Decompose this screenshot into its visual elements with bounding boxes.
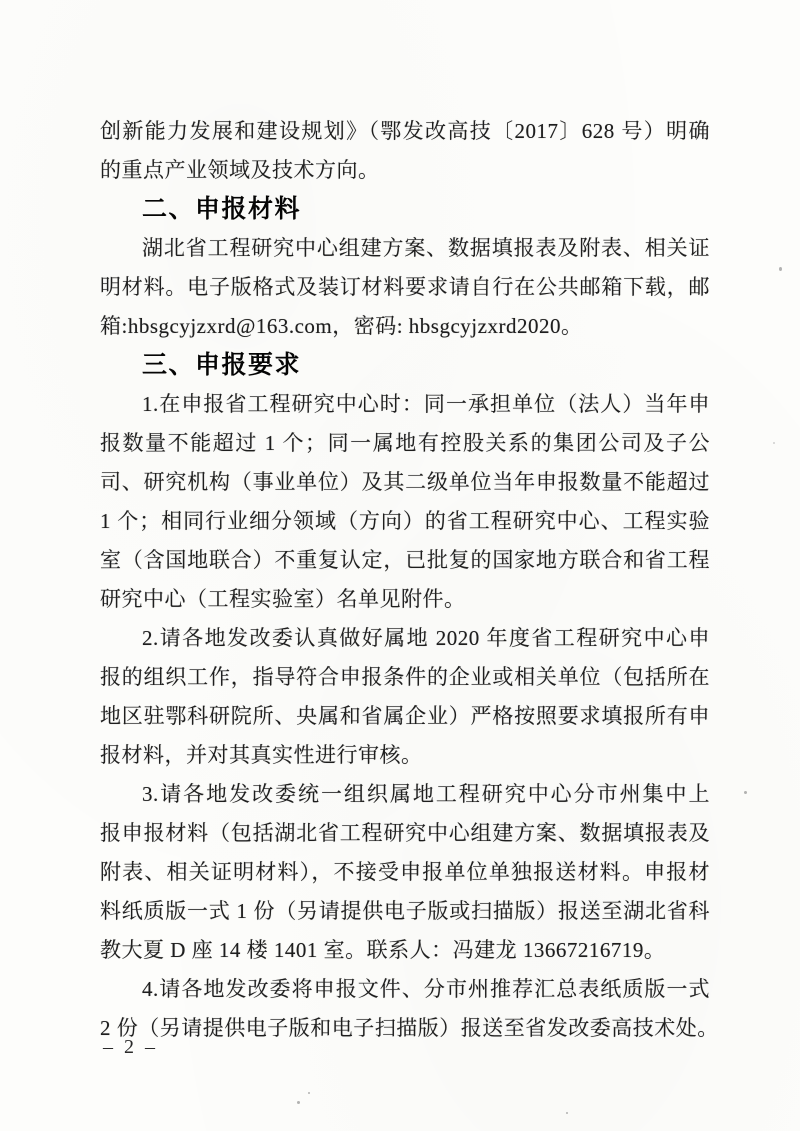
scan-speck	[308, 1092, 310, 1094]
scan-speck	[744, 791, 747, 794]
doc-line-contact: 教大夏 D 座 14 楼 1401 室。联系人：冯建龙 13667216719。	[100, 938, 666, 962]
doc-line: 报数量不能超过 1 个；同一属地有控股关系的集团公司及子公	[100, 431, 710, 455]
doc-line: 创新能力发展和建设规划》（鄂发改高技〔2017〕628 号）明确	[100, 119, 710, 143]
doc-line: 研究中心（工程实验室）名单见附件。	[100, 587, 466, 611]
doc-line: 地区驻鄂科研院所、央属和省属企业）严格按照要求填报所有申	[100, 704, 710, 728]
doc-line: 2 份（另请提供电子版和电子扫描版）报送至省发改委高技术处。	[100, 1016, 719, 1040]
scan-speck	[773, 442, 775, 444]
doc-line: 的重点产业领域及技术方向。	[100, 158, 380, 182]
doc-line: 司、研究机构（事业单位）及其二级单位当年申报数量不能超过	[100, 470, 710, 494]
doc-line: 湖北省工程研究中心组建方案、数据填报表及附表、相关证	[142, 236, 710, 260]
section-heading-requirements: 三、申报要求	[142, 351, 302, 379]
doc-line: 报的组织工作，指导符合申报条件的企业或相关单位（包括所在	[100, 665, 710, 689]
doc-line: 室（含国地联合）不重复认定，已批复的国家地方联合和省工程	[100, 548, 710, 572]
scan-speck	[566, 1112, 568, 1114]
doc-line: 附表、相关证明材料），不接受申报单位单独报送材料。申报材	[100, 860, 710, 884]
doc-line: 报材料，并对其真实性进行审核。	[100, 743, 423, 767]
doc-line: 料纸质版一式 1 份（另请提供电子版或扫描版）报送至湖北省科	[100, 899, 710, 923]
doc-line: 4.请各地发改委将申报文件、分市州推荐汇总表纸质版一式	[142, 977, 710, 1001]
doc-line: 报申报材料（包括湖北省工程研究中心组建方案、数据填报表及	[100, 821, 710, 845]
document-body	[100, 112, 719, 1048]
scan-speck	[779, 267, 782, 271]
doc-line: 2.请各地发改委认真做好属地 2020 年度省工程研究中心申	[142, 626, 710, 650]
doc-line-email: 箱:hbsgcyjzxrd@163.com，密码: hbsgcyjzxrd2020。	[100, 314, 583, 338]
doc-line: 明材料。电子版格式及装订材料要求请自行在公共邮箱下载，邮	[100, 275, 710, 299]
doc-line: 1 个；相同行业细分领域（方向）的省工程研究中心、工程实验	[100, 509, 710, 533]
doc-line: 3.请各地发改委统一组织属地工程研究中心分市州集中上	[142, 782, 710, 806]
page-number: – 2 –	[103, 1036, 158, 1058]
doc-line: 1.在申报省工程研究中心时：同一承担单位（法人）当年申	[142, 392, 710, 416]
scan-speck	[297, 1101, 300, 1104]
section-heading-materials: 二、申报材料	[142, 195, 302, 223]
